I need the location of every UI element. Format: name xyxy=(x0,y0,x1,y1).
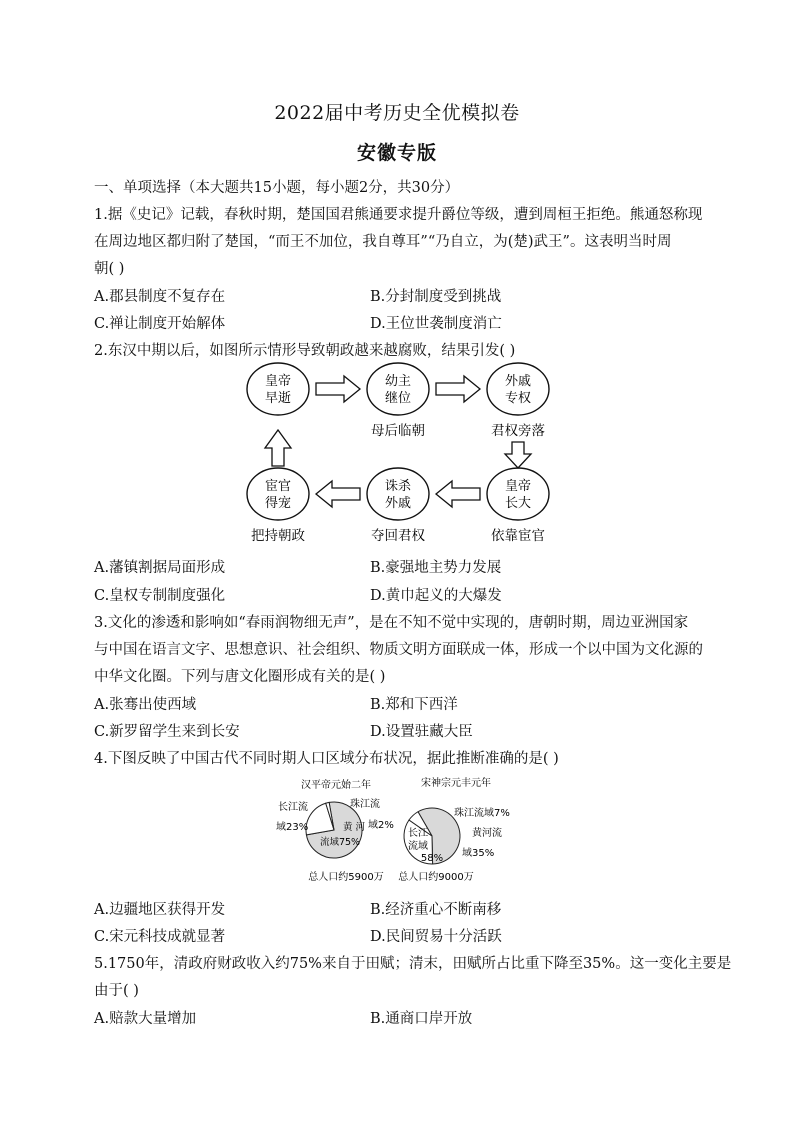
q1-line-3: 朝( ) xyxy=(94,261,125,277)
node-2-line-1: 幼主 xyxy=(384,374,412,389)
arrow-left-icon xyxy=(316,481,360,507)
node-5-caption: 夺回君权 xyxy=(371,528,425,544)
q2-option-b: B.豪强地主势力发展 xyxy=(370,560,502,576)
q3-line-1: 3.文化的渗透和影响如“春雨润物细无声”，是在不知不觉中实现的，唐朝时期，周边亚洲国家 xyxy=(94,615,689,631)
pie1-label-zhujiang-2: 域2% xyxy=(368,820,394,831)
node-4-line-1: 皇帝 xyxy=(504,479,532,494)
q4-option-c: C.宋元科技成就显著 xyxy=(94,929,226,945)
q1-line-2: 在周边地区都归附了楚国，“而王不加位，我自尊耳”“乃自立，为(楚)武王”。这表明当时周 xyxy=(94,234,672,250)
pie2-caption: 总人口约9000万 xyxy=(398,872,474,883)
node-5-line-1: 诛杀 xyxy=(384,479,412,494)
node-ellipse xyxy=(247,363,309,415)
node-ellipse xyxy=(367,363,429,415)
pie2-label-huanghe-1: 黄河流 xyxy=(472,828,502,839)
q3-option-b: B.郑和下西洋 xyxy=(370,697,458,713)
q4-pie-charts xyxy=(270,772,530,888)
node-5-line-2: 外戚 xyxy=(384,496,412,511)
q3-option-c: C.新罗留学生来到长安 xyxy=(94,724,240,740)
q2-option-d: D.黄巾起义的大爆发 xyxy=(370,588,502,604)
pie1-label-huanghe-2: 流域75% xyxy=(319,837,361,848)
pie1-label-changjiang-1: 长江流 xyxy=(278,802,308,813)
pie1-label-changjiang-2: 域23% xyxy=(276,822,309,833)
node-6-line-2: 得宠 xyxy=(264,496,292,511)
q1-option-d: D.王位世袭制度消亡 xyxy=(370,316,502,332)
q3-line-3: 中华文化圈。下列与唐文化圈形成有关的是( ) xyxy=(94,669,386,685)
page-subtitle: 安徽专版 xyxy=(356,142,437,164)
q2-cycle-diagram xyxy=(240,360,570,550)
node-ellipse xyxy=(367,468,429,520)
arrow-right-icon xyxy=(436,376,480,402)
arrow-up-icon xyxy=(265,430,291,466)
pie2-label-huanghe-2: 域35% xyxy=(462,848,495,859)
node-ellipse xyxy=(247,468,309,520)
arrow-down-icon xyxy=(505,442,531,468)
q1-option-b: B.分封制度受到挑战 xyxy=(370,289,502,305)
q5-option-b: B.通商口岸开放 xyxy=(370,1011,473,1027)
q4-option-d: D.民间贸易十分活跃 xyxy=(370,929,502,945)
node-4-line-2: 长大 xyxy=(504,496,532,511)
node-4-caption: 依靠宦官 xyxy=(491,528,545,544)
pie1-title: 汉平帝元始二年 xyxy=(301,780,371,791)
pie1-label-huanghe-1: 黄 河 xyxy=(342,822,366,833)
q2-line-1: 2.东汉中期以后，如图所示情形导致朝政越来越腐败，结果引发( ) xyxy=(94,343,516,359)
node-ellipse xyxy=(487,468,549,520)
q5-line-1: 5.1750年，清政府财政收入约75%来自于田赋；清末，田赋所占比重下降至35%。这一变化主要是 xyxy=(94,956,732,972)
q4-option-a: A.边疆地区获得开发 xyxy=(94,902,226,918)
pie2-title: 宋神宗元丰元年 xyxy=(421,778,491,789)
node-3-caption: 君权旁落 xyxy=(491,423,545,439)
pie2-label-zhujiang: 珠江流域7% xyxy=(454,808,510,819)
q5-line-2: 由于( ) xyxy=(94,983,139,999)
arrow-left-icon xyxy=(436,481,480,507)
node-ellipse xyxy=(487,363,549,415)
pie2-label-changjiang-2: 流域 xyxy=(408,841,428,852)
pie1-label-zhujiang-1: 珠江流 xyxy=(350,799,380,810)
q4-option-b: B.经济重心不断南移 xyxy=(370,902,502,918)
node-2-line-2: 继位 xyxy=(384,391,412,406)
node-6-caption: 把持朝政 xyxy=(251,528,305,544)
node-6-line-1: 宦官 xyxy=(264,479,292,494)
node-2-caption: 母后临朝 xyxy=(371,423,425,439)
node-1-line-2: 早逝 xyxy=(264,391,292,406)
q2-option-c: C.皇权专制制度强化 xyxy=(94,588,226,604)
pie2-label-changjiang-3: 58% xyxy=(420,853,444,864)
q3-option-a: A.张骞出使西域 xyxy=(94,697,197,713)
node-3-line-1: 外戚 xyxy=(504,374,532,389)
arrow-right-icon xyxy=(316,376,360,402)
q1-line-1: 1.据《史记》记载，春秋时期，楚国国君熊通要求提升爵位等级，遭到周桓王拒绝。熊通怒称现 xyxy=(94,207,703,223)
node-3-line-2: 专权 xyxy=(504,391,532,406)
q2-option-a: A.藩镇割据局面形成 xyxy=(94,560,226,576)
page-title: 2022届中考历史全优模拟卷 xyxy=(274,102,520,124)
pie2-label-changjiang-1: 长江 xyxy=(408,828,428,839)
q5-option-a: A.赔款大量增加 xyxy=(94,1011,197,1027)
pie1-caption: 总人口约5900万 xyxy=(308,872,384,883)
section-heading: 一、单项选择（本大题共15小题，每小题2分，共30分） xyxy=(94,180,460,196)
q1-option-a: A.郡县制度不复存在 xyxy=(94,289,226,305)
q4-line-1: 4.下图反映了中国古代不同时期人口区域分布状况，据此推断准确的是( ) xyxy=(94,751,559,767)
node-1-line-1: 皇帝 xyxy=(264,374,292,389)
q1-option-c: C.禅让制度开始解体 xyxy=(94,316,226,332)
q3-option-d: D.设置驻藏大臣 xyxy=(370,724,473,740)
q3-line-2: 与中国在语言文字、思想意识、社会组织、物质文明方面联成一体，形成一个以中国为文化源的 xyxy=(94,642,703,658)
